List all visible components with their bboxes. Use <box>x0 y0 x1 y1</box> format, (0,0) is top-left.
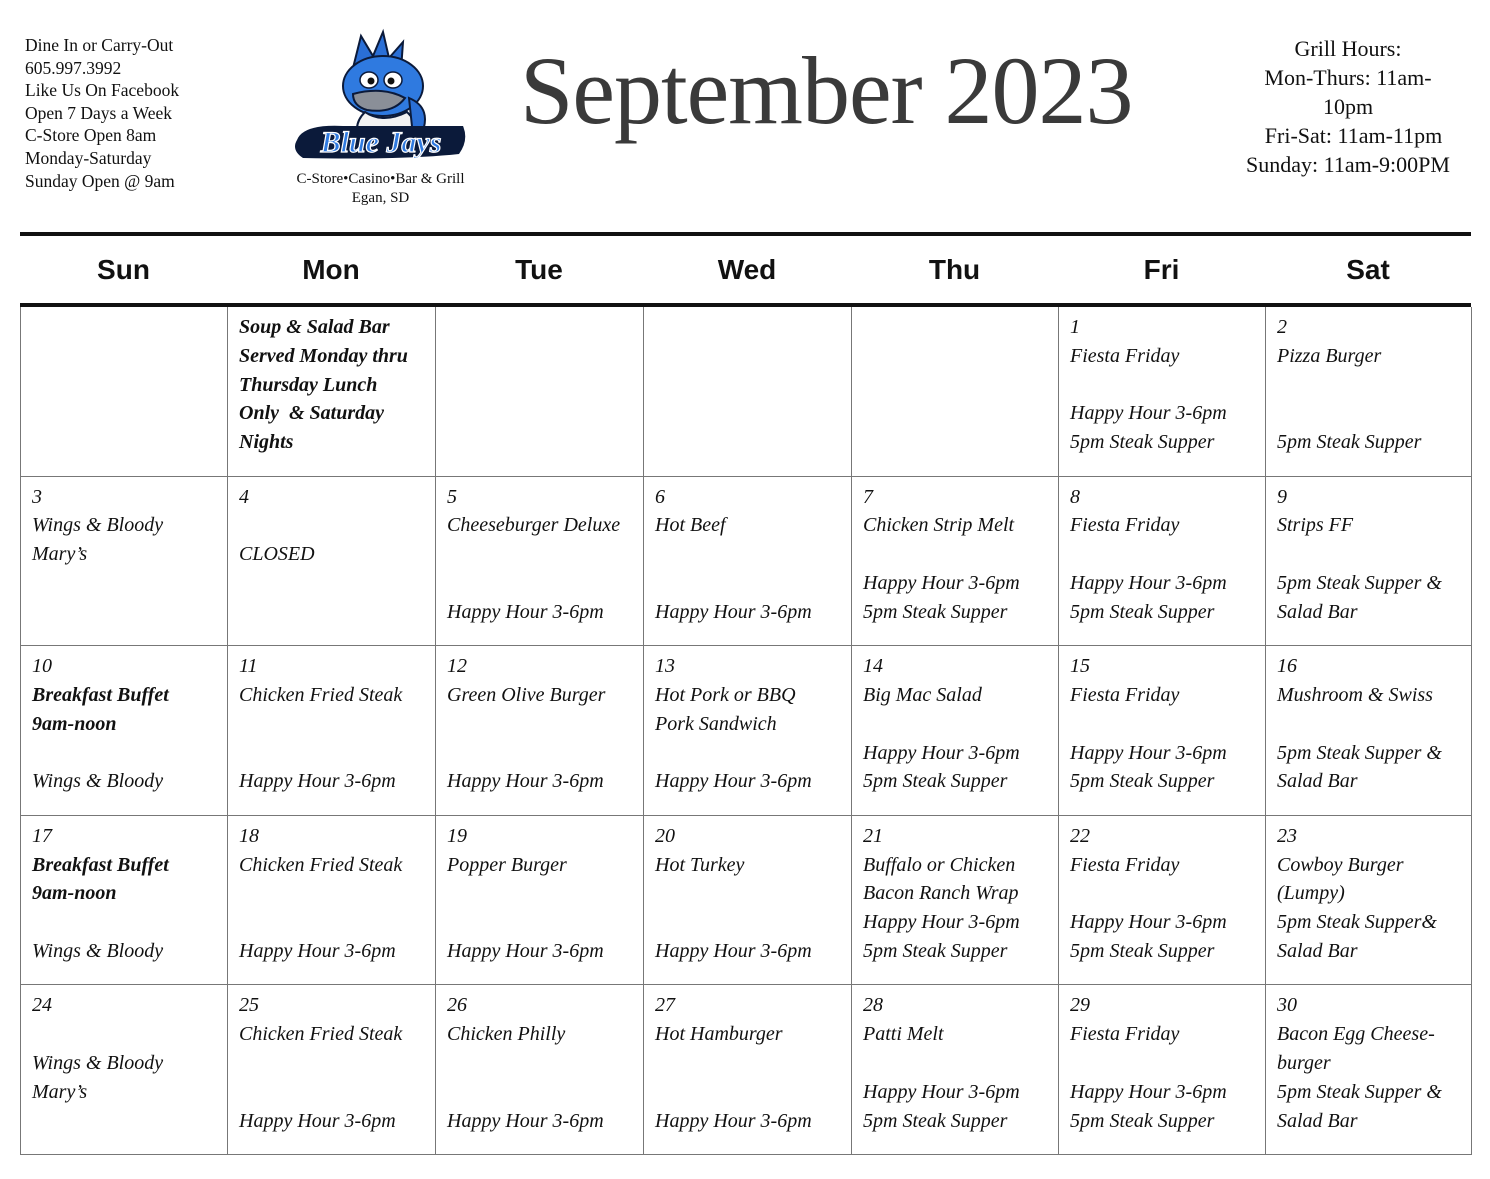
day-entry <box>1070 710 1257 739</box>
day-number: 8 <box>1070 485 1080 508</box>
day-entry <box>447 540 635 569</box>
weekday-header: Tue <box>515 253 563 285</box>
grill-hours-line: Sunday: 11am-9:00PM <box>1246 152 1450 177</box>
calendar-day-cell <box>1266 646 1472 816</box>
day-entry <box>447 739 635 768</box>
weekday-header: Sun <box>97 253 150 285</box>
day-entry: Buffalo or Chicken <box>863 853 1016 876</box>
blue-jay-mascot-icon <box>283 28 478 173</box>
day-entry: Fiesta Friday <box>1070 683 1180 706</box>
day-entry <box>1070 1049 1257 1078</box>
info-line: Sunday Open @ 9am <box>25 170 175 191</box>
calendar-day-cell <box>21 646 228 816</box>
weekday-header: Thu <box>928 253 981 285</box>
logo-location: Egan, SD <box>351 190 410 206</box>
day-number: 15 <box>1070 655 1090 678</box>
day-entry: Pork Sandwich <box>655 712 777 735</box>
day-entry: Happy Hour 3-6pm <box>863 571 1020 594</box>
day-number: 3 <box>32 485 42 508</box>
day-entry: Breakfast Buffet <box>32 683 169 706</box>
day-entry: 9am-noon <box>32 882 117 905</box>
calendar-day-cell <box>21 477 228 647</box>
contact-info <box>25 34 179 192</box>
day-entry: (Lumpy) <box>1277 882 1345 905</box>
day-entry: Fiesta Friday <box>1070 344 1180 367</box>
weekday-header: Wed <box>717 253 777 285</box>
day-entry <box>32 739 219 768</box>
calendar-day-cell <box>21 985 228 1155</box>
day-entry: Happy Hour 3-6pm <box>1070 911 1227 934</box>
day-number: 17 <box>32 824 52 847</box>
calendar-day-cell <box>1059 816 1266 986</box>
day-entry: Happy Hour 3-6pm <box>1070 1080 1227 1103</box>
day-entry: 5pm Steak Supper <box>863 1109 1008 1132</box>
day-entry: Green Olive Burger <box>447 683 606 706</box>
day-number: 20 <box>655 824 675 847</box>
day-entry <box>655 569 843 598</box>
day-entry: Hot Pork or BBQ <box>655 683 796 706</box>
day-entry: Happy Hour 3-6pm <box>447 600 604 623</box>
calendar-day-cell <box>1059 307 1266 477</box>
day-entry <box>655 540 843 569</box>
calendar-grid <box>20 307 1471 1155</box>
day-entry: Mary’s <box>32 543 88 566</box>
day-number: 6 <box>655 485 665 508</box>
day-entry: 5pm Steak Supper <box>1070 939 1215 962</box>
day-number: 18 <box>239 824 259 847</box>
day-entry <box>1277 540 1463 569</box>
grill-hours-line: 10pm <box>1322 94 1374 119</box>
day-number: 9 <box>1277 485 1287 508</box>
calendar-day-cell <box>1059 477 1266 647</box>
day-entry: Happy Hour 3-6pm <box>239 939 396 962</box>
day-entry <box>863 540 1050 569</box>
day-entry <box>655 739 843 768</box>
calendar-day-cell <box>644 477 852 647</box>
calendar-day-cell <box>644 307 852 477</box>
day-entry: Happy Hour 3-6pm <box>239 770 396 793</box>
day-entry: 5pm Steak Supper & <box>1277 1080 1442 1103</box>
day-entry: Wings & Bloody <box>32 770 164 793</box>
day-entry <box>239 710 427 739</box>
day-number: 22 <box>1070 824 1090 847</box>
day-number: 26 <box>447 994 467 1017</box>
info-line: Monday-Saturday <box>25 147 152 168</box>
calendar-day-cell <box>436 816 644 986</box>
day-entry: Salad Bar <box>1277 770 1358 793</box>
calendar <box>20 232 1471 1155</box>
day-entry: 5pm Steak Supper <box>1070 600 1215 623</box>
day-entry: 5pm Steak Supper <box>1070 770 1215 793</box>
calendar-day-cell <box>228 816 436 986</box>
calendar-day-cell <box>21 816 228 986</box>
day-entry: Nights <box>239 431 294 454</box>
day-entry: Pizza Burger <box>1277 344 1382 367</box>
day-entry: Chicken Philly <box>447 1023 566 1046</box>
calendar-day-cell <box>228 477 436 647</box>
calendar-day-cell <box>228 985 436 1155</box>
day-number: 23 <box>1277 824 1297 847</box>
calendar-day-cell <box>852 816 1059 986</box>
calendar-day-cell <box>644 816 852 986</box>
weekday-header-row <box>20 236 1471 303</box>
day-entry: Salad Bar <box>1277 1109 1358 1132</box>
day-entry: Happy Hour 3-6pm <box>655 939 812 962</box>
day-number: 21 <box>863 824 883 847</box>
day-number: 27 <box>655 994 675 1017</box>
calendar-day-cell <box>1266 477 1472 647</box>
day-entry: Happy Hour 3-6pm <box>447 1109 604 1132</box>
day-entry <box>447 569 635 598</box>
calendar-day-cell <box>1266 816 1472 986</box>
day-number: 19 <box>447 824 467 847</box>
day-number: 2 <box>1277 316 1287 338</box>
grill-hours-line: Grill Hours: <box>1294 36 1402 61</box>
info-line: Dine In or Carry-Out <box>25 35 174 55</box>
day-entry: Happy Hour 3-6pm <box>1070 571 1227 594</box>
day-entry: Bacon Ranch Wrap <box>863 882 1019 905</box>
grill-hours-line: Mon-Thurs: 11am- <box>1264 65 1432 90</box>
day-entry: Mushroom & Swiss <box>1277 683 1433 706</box>
day-number: 5 <box>447 485 457 508</box>
day-entry: Only & Saturday <box>239 402 385 425</box>
day-number: 29 <box>1070 994 1090 1017</box>
day-entry: Breakfast Buffet <box>32 853 169 876</box>
day-entry <box>32 1020 219 1049</box>
day-entry: Fiesta Friday <box>1070 514 1180 537</box>
info-line: 605.997.3992 <box>25 57 122 78</box>
calendar-day-cell <box>852 646 1059 816</box>
day-entry: Happy Hour 3-6pm <box>863 911 1020 934</box>
grill-hours-line: Fri-Sat: 11am-11pm <box>1253 123 1443 148</box>
day-entry <box>1277 399 1463 428</box>
info-line: Like Us On Facebook <box>25 80 180 101</box>
logo-tagline: C-Store•Casino•Bar & Grill <box>296 171 465 187</box>
day-entry <box>239 511 427 540</box>
day-entry <box>655 1078 843 1107</box>
day-number: 11 <box>239 655 258 678</box>
calendar-day-cell <box>21 307 228 477</box>
day-entry: Fiesta Friday <box>1070 1023 1180 1046</box>
day-entry: Happy Hour 3-6pm <box>655 770 812 793</box>
day-entry <box>447 879 635 908</box>
day-entry <box>32 908 219 937</box>
day-entry: 5pm Steak Supper& <box>1277 911 1437 934</box>
day-number: 14 <box>863 655 883 678</box>
day-entry <box>1277 710 1463 739</box>
day-entry: 5pm Steak Supper <box>863 939 1008 962</box>
day-entry <box>1070 540 1257 569</box>
day-entry: Cheeseburger Deluxe <box>447 514 621 537</box>
calendar-day-cell <box>436 477 644 647</box>
grill-hours <box>1228 34 1468 179</box>
day-entry <box>655 1049 843 1078</box>
day-entry: Happy Hour 3-6pm <box>239 1109 396 1132</box>
day-entry: Patti Melt <box>863 1023 944 1046</box>
day-entry: Happy Hour 3-6pm <box>1070 402 1227 425</box>
day-entry: Salad Bar <box>1277 600 1358 623</box>
logo-wordmark: Blue Jays <box>320 126 442 159</box>
day-entry: Soup & Salad Bar <box>239 316 390 338</box>
day-entry <box>863 1049 1050 1078</box>
day-entry: 5pm Steak Supper & <box>1277 741 1442 764</box>
calendar-day-cell <box>1266 985 1472 1155</box>
day-entry <box>655 908 843 937</box>
day-entry: 5pm Steak Supper <box>1070 1109 1215 1132</box>
calendar-day-cell <box>436 985 644 1155</box>
day-entry: Popper Burger <box>447 853 567 876</box>
day-entry: Happy Hour 3-6pm <box>655 1109 812 1132</box>
day-entry: Happy Hour 3-6pm <box>447 770 604 793</box>
day-number: 28 <box>863 994 883 1017</box>
day-entry: 5pm Steak Supper <box>1277 431 1422 454</box>
day-entry <box>1070 879 1257 908</box>
weekday-header: Sat <box>1346 253 1390 285</box>
weekday-header: Fri <box>1143 253 1180 285</box>
day-number: 12 <box>447 655 467 678</box>
day-number: 25 <box>239 994 259 1017</box>
calendar-day-cell <box>1266 307 1472 477</box>
day-entry <box>1277 371 1463 400</box>
calendar-day-cell <box>852 985 1059 1155</box>
day-entry: Fiesta Friday <box>1070 853 1180 876</box>
calendar-day-cell <box>228 646 436 816</box>
day-entry: Thursday Lunch <box>239 373 378 396</box>
day-entry <box>447 710 635 739</box>
weekday-header: Mon <box>302 253 360 285</box>
day-entry: 5pm Steak Supper <box>863 600 1008 623</box>
day-entry: burger <box>1277 1051 1331 1074</box>
day-entry <box>447 1049 635 1078</box>
day-number: 7 <box>863 485 873 508</box>
day-entry: Happy Hour 3-6pm <box>655 600 812 623</box>
day-entry: Wings & Bloody <box>32 939 164 962</box>
calendar-day-cell <box>644 646 852 816</box>
calendar-day-cell <box>1059 646 1266 816</box>
day-entry: Mary’s <box>32 1080 88 1103</box>
calendar-day-cell <box>644 985 852 1155</box>
day-entry <box>1070 371 1257 400</box>
day-entry <box>239 739 427 768</box>
day-entry: 5pm Steak Supper <box>1070 431 1215 454</box>
day-entry: Bacon Egg Cheese- <box>1277 1023 1435 1046</box>
day-entry: CLOSED <box>239 543 315 566</box>
day-entry <box>239 1049 427 1078</box>
day-entry: Wings & Bloody <box>32 1051 164 1074</box>
day-entry: 9am-noon <box>32 712 117 735</box>
info-line: Open 7 Days a Week <box>25 102 172 123</box>
day-entry: Happy Hour 3-6pm <box>1070 741 1227 764</box>
day-entry <box>239 1078 427 1107</box>
day-number: 16 <box>1277 655 1297 678</box>
day-entry: Served Monday thru <box>239 344 408 367</box>
day-number: 1 <box>1070 316 1080 338</box>
day-number: 10 <box>32 655 52 678</box>
day-entry: Chicken Fried Steak <box>239 683 403 706</box>
day-entry: Cowboy Burger <box>1277 853 1404 876</box>
calendar-day-cell <box>436 307 644 477</box>
day-number: 24 <box>32 994 52 1017</box>
blue-jays-logo <box>283 28 478 213</box>
day-entry <box>863 710 1050 739</box>
day-entry: 5pm Steak Supper <box>863 770 1008 793</box>
day-entry: Hot Turkey <box>655 853 745 876</box>
day-entry <box>239 908 427 937</box>
day-entry: 5pm Steak Supper & <box>1277 571 1442 594</box>
day-entry <box>655 879 843 908</box>
day-entry: Salad Bar <box>1277 939 1358 962</box>
calendar-day-cell <box>1059 985 1266 1155</box>
info-line: C-Store Open 8am <box>25 125 157 146</box>
calendar-day-cell <box>228 307 436 477</box>
day-entry: Chicken Fried Steak <box>239 1023 403 1046</box>
day-entry: Hot Hamburger <box>655 1023 783 1046</box>
day-entry <box>447 908 635 937</box>
day-number: 30 <box>1277 994 1297 1017</box>
day-entry: Hot Beef <box>655 514 726 537</box>
day-entry <box>447 1078 635 1107</box>
calendar-day-cell <box>436 646 644 816</box>
day-number: 4 <box>239 485 249 508</box>
day-entry: Big Mac Salad <box>863 683 982 706</box>
day-number: 13 <box>655 655 675 678</box>
day-entry: Happy Hour 3-6pm <box>863 1080 1020 1103</box>
page-title: September 2023 <box>520 37 1133 144</box>
day-entry: Happy Hour 3-6pm <box>863 741 1020 764</box>
day-entry <box>239 879 427 908</box>
day-entry: Happy Hour 3-6pm <box>447 939 604 962</box>
calendar-day-cell <box>852 307 1059 477</box>
day-entry: Strips FF <box>1277 514 1354 537</box>
calendar-day-cell <box>852 477 1059 647</box>
day-entry: Wings & Bloody <box>32 514 164 537</box>
day-entry: Chicken Strip Melt <box>863 514 1015 537</box>
day-entry: Chicken Fried Steak <box>239 853 403 876</box>
